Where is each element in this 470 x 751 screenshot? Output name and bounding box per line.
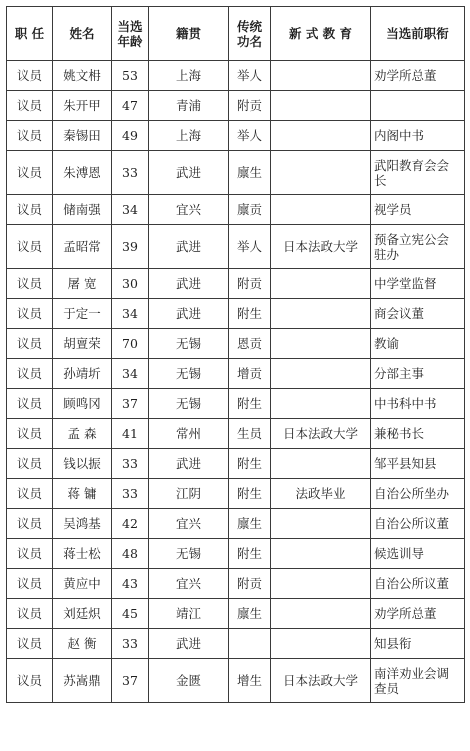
- cell-age: 34: [112, 299, 149, 329]
- cell-name: 蒋士松: [53, 539, 112, 569]
- cell-place: 金匮: [149, 659, 229, 703]
- cell-role: 议员: [7, 269, 53, 299]
- cell-prior-post: 兼秘书长: [371, 419, 465, 449]
- cell-rank: 附生: [229, 299, 271, 329]
- cell-name: 秦锡田: [53, 121, 112, 151]
- cell-education: [271, 61, 371, 91]
- table-row: [7, 359, 465, 389]
- table-row: [7, 479, 465, 509]
- cell-role: 议员: [7, 449, 53, 479]
- cell-rank: 举人: [229, 121, 271, 151]
- cell-rank: 附贡: [229, 91, 271, 121]
- cell-age: 34: [112, 359, 149, 389]
- cell-rank: 增贡: [229, 359, 271, 389]
- cell-place: 上海: [149, 121, 229, 151]
- header-place: 籍贯: [149, 7, 229, 61]
- cell-rank: 廪生: [229, 599, 271, 629]
- cell-place: 武进: [149, 299, 229, 329]
- cell-prior-post: 自治公所坐办: [371, 479, 465, 509]
- cell-prior-post: [371, 91, 465, 121]
- cell-education: [271, 299, 371, 329]
- table-row: [7, 299, 465, 329]
- cell-role: 议员: [7, 599, 53, 629]
- cell-place: 无锡: [149, 359, 229, 389]
- cell-name: 刘廷炽: [53, 599, 112, 629]
- cell-education: [271, 329, 371, 359]
- cell-education: [271, 509, 371, 539]
- cell-prior-post: 视学员: [371, 195, 465, 225]
- cell-prior-post: 中学堂监督: [371, 269, 465, 299]
- cell-age: 48: [112, 539, 149, 569]
- cell-name: 姚文枏: [53, 61, 112, 91]
- cell-place: 常州: [149, 419, 229, 449]
- cell-place: 无锡: [149, 389, 229, 419]
- cell-place: 武进: [149, 225, 229, 269]
- cell-prior-post: 分部主事: [371, 359, 465, 389]
- cell-rank: 附贡: [229, 569, 271, 599]
- table-row: [7, 329, 465, 359]
- cell-rank: 廪生: [229, 509, 271, 539]
- cell-rank: 廪贡: [229, 195, 271, 225]
- cell-role: 议员: [7, 389, 53, 419]
- cell-age: 47: [112, 91, 149, 121]
- cell-education: [271, 121, 371, 151]
- cell-name: 黄应中: [53, 569, 112, 599]
- cell-place: 上海: [149, 61, 229, 91]
- cell-name: 于定一: [53, 299, 112, 329]
- cell-education: [271, 449, 371, 479]
- cell-role: 议员: [7, 419, 53, 449]
- table-row: [7, 91, 465, 121]
- cell-role: 议员: [7, 569, 53, 599]
- cell-name: 孟 森: [53, 419, 112, 449]
- cell-name: 孙靖圻: [53, 359, 112, 389]
- cell-prior-post: 候选训导: [371, 539, 465, 569]
- cell-name: 朱开甲: [53, 91, 112, 121]
- cell-prior-post: 知县衔: [371, 629, 465, 659]
- table-row: [7, 389, 465, 419]
- cell-rank: 恩贡: [229, 329, 271, 359]
- cell-name: 储南强: [53, 195, 112, 225]
- cell-role: 议员: [7, 479, 53, 509]
- cell-age: 49: [112, 121, 149, 151]
- table-header-row: [7, 7, 465, 61]
- cell-place: 宜兴: [149, 195, 229, 225]
- cell-place: 青浦: [149, 91, 229, 121]
- cell-rank: 举人: [229, 225, 271, 269]
- cell-rank: 附生: [229, 389, 271, 419]
- cell-role: 议员: [7, 225, 53, 269]
- cell-name: 赵 衡: [53, 629, 112, 659]
- table-row: [7, 269, 465, 299]
- cell-education: [271, 91, 371, 121]
- cell-place: 靖江: [149, 599, 229, 629]
- cell-place: 江阴: [149, 479, 229, 509]
- cell-rank: 附生: [229, 449, 271, 479]
- cell-age: 43: [112, 569, 149, 599]
- table-row: [7, 569, 465, 599]
- cell-role: 议员: [7, 659, 53, 703]
- cell-prior-post: 自治公所议董: [371, 569, 465, 599]
- cell-name: 朱溥恩: [53, 151, 112, 195]
- cell-education: [271, 359, 371, 389]
- cell-age: 42: [112, 509, 149, 539]
- cell-place: 无锡: [149, 539, 229, 569]
- header-education: 新 式 教 育: [271, 7, 371, 61]
- cell-prior-post: 内阁中书: [371, 121, 465, 151]
- cell-education: 日本法政大学: [271, 225, 371, 269]
- cell-education: [271, 599, 371, 629]
- cell-role: 议员: [7, 61, 53, 91]
- cell-prior-post: 武阳教育会会长: [371, 151, 465, 195]
- cell-education: [271, 151, 371, 195]
- cell-age: 39: [112, 225, 149, 269]
- cell-name: 顾鸣冈: [53, 389, 112, 419]
- cell-rank: [229, 629, 271, 659]
- cell-education: [271, 389, 371, 419]
- table-row: [7, 195, 465, 225]
- cell-age: 30: [112, 269, 149, 299]
- cell-role: 议员: [7, 151, 53, 195]
- header-role: 职 任: [7, 7, 53, 61]
- cell-rank: 举人: [229, 61, 271, 91]
- cell-name: 屠 宽: [53, 269, 112, 299]
- header-age: 当选年龄: [112, 7, 149, 61]
- cell-age: 33: [112, 479, 149, 509]
- table-row: [7, 539, 465, 569]
- cell-name: 钱以振: [53, 449, 112, 479]
- header-prior-post: 当选前职衔: [371, 7, 465, 61]
- cell-place: 武进: [149, 629, 229, 659]
- cell-education: 日本法政大学: [271, 419, 371, 449]
- cell-prior-post: 商会议董: [371, 299, 465, 329]
- cell-age: 34: [112, 195, 149, 225]
- cell-age: 41: [112, 419, 149, 449]
- cell-role: 议员: [7, 539, 53, 569]
- cell-education: [271, 629, 371, 659]
- table-row: [7, 509, 465, 539]
- table-row: [7, 151, 465, 195]
- cell-rank: 附生: [229, 539, 271, 569]
- cell-role: 议员: [7, 329, 53, 359]
- cell-place: 武进: [149, 151, 229, 195]
- cell-education: 法政毕业: [271, 479, 371, 509]
- cell-place: 武进: [149, 449, 229, 479]
- cell-role: 议员: [7, 195, 53, 225]
- cell-rank: 增生: [229, 659, 271, 703]
- cell-age: 33: [112, 151, 149, 195]
- cell-name: 孟昭常: [53, 225, 112, 269]
- cell-age: 45: [112, 599, 149, 629]
- cell-place: 宜兴: [149, 569, 229, 599]
- cell-place: 无锡: [149, 329, 229, 359]
- header-name: 姓名: [53, 7, 112, 61]
- cell-rank: 附贡: [229, 269, 271, 299]
- table-row: [7, 659, 465, 703]
- cell-education: [271, 569, 371, 599]
- cell-place: 武进: [149, 269, 229, 299]
- table-row: [7, 121, 465, 151]
- cell-rank: 生员: [229, 419, 271, 449]
- cell-role: 议员: [7, 91, 53, 121]
- table-row: [7, 599, 465, 629]
- cell-role: 议员: [7, 629, 53, 659]
- table-row: [7, 225, 465, 269]
- cell-education: [271, 269, 371, 299]
- table-row: [7, 61, 465, 91]
- cell-age: 33: [112, 449, 149, 479]
- cell-role: 议员: [7, 359, 53, 389]
- table-row: [7, 419, 465, 449]
- cell-education: 日本法政大学: [271, 659, 371, 703]
- cell-prior-post: 自治公所议董: [371, 509, 465, 539]
- cell-education: [271, 539, 371, 569]
- cell-role: 议员: [7, 299, 53, 329]
- cell-prior-post: 邹平县知县: [371, 449, 465, 479]
- cell-name: 胡亶荣: [53, 329, 112, 359]
- cell-age: 70: [112, 329, 149, 359]
- table-body: [7, 61, 465, 703]
- cell-prior-post: 劝学所总董: [371, 599, 465, 629]
- cell-age: 37: [112, 389, 149, 419]
- table-row: [7, 629, 465, 659]
- cell-role: 议员: [7, 121, 53, 151]
- cell-role: 议员: [7, 509, 53, 539]
- cell-prior-post: 劝学所总董: [371, 61, 465, 91]
- member-roster-table: [6, 6, 465, 703]
- header-rank: 传统功名: [229, 7, 271, 61]
- cell-prior-post: 预备立宪公会驻办: [371, 225, 465, 269]
- cell-name: 蒋 镛: [53, 479, 112, 509]
- cell-education: [271, 195, 371, 225]
- cell-prior-post: 教谕: [371, 329, 465, 359]
- cell-rank: 附生: [229, 479, 271, 509]
- cell-prior-post: 中书科中书: [371, 389, 465, 419]
- cell-age: 53: [112, 61, 149, 91]
- cell-age: 33: [112, 629, 149, 659]
- cell-prior-post: 南洋劝业会调查员: [371, 659, 465, 703]
- cell-place: 宜兴: [149, 509, 229, 539]
- cell-name: 苏嵩鼎: [53, 659, 112, 703]
- table-row: [7, 449, 465, 479]
- cell-name: 吴鸿基: [53, 509, 112, 539]
- cell-rank: 廪生: [229, 151, 271, 195]
- cell-age: 37: [112, 659, 149, 703]
